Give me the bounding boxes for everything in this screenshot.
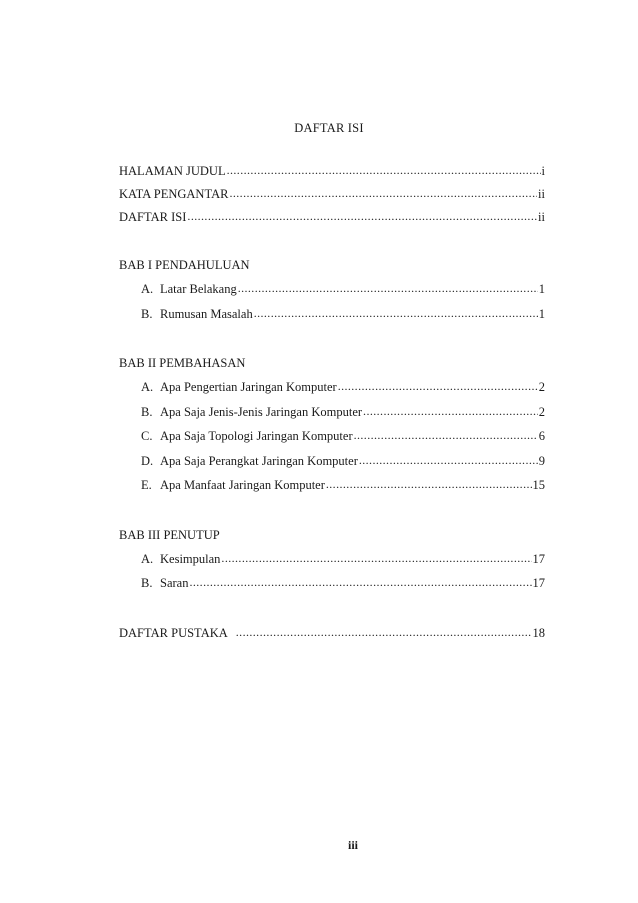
item-letter: B. (141, 576, 153, 590)
spacer (119, 229, 545, 254)
dot-leader (229, 182, 537, 205)
toc-entry-kata-pengantar (119, 183, 545, 206)
toc-entry-page: 2 (538, 380, 545, 394)
toc-subentry (119, 473, 545, 498)
toc-subentry (119, 449, 545, 474)
item-title: Apa Saja Perangkat Jaringan Komputer (160, 453, 358, 468)
toc-entry-page: ii (538, 210, 545, 224)
toc-entry-label (141, 473, 325, 498)
toc-entry-label (141, 449, 358, 474)
item-letter: E. (141, 478, 152, 492)
item-title: Apa Pengertian Jaringan Komputer (160, 380, 337, 394)
dot-leader (236, 621, 532, 644)
toc-entry-halaman-judul (119, 160, 545, 183)
toc-entry-label: KATA PENGANTAR (119, 187, 229, 201)
toc-subentry (119, 277, 545, 302)
dot-leader (363, 399, 538, 424)
toc-entry-label (141, 571, 188, 596)
toc-entry-page: ii (538, 187, 545, 201)
item-title: Rumusan Masalah (160, 306, 253, 321)
dot-leader (221, 546, 531, 571)
toc-entry-page: 17 (532, 576, 545, 590)
dot-leader (326, 472, 532, 497)
dot-leader (238, 276, 538, 301)
item-letter: C. (141, 429, 153, 443)
dot-leader (359, 448, 538, 473)
chapter-heading-bab-1: BAB I PENDAHULUAN (119, 258, 250, 272)
toc-entry-page: 17 (532, 551, 545, 566)
toc-subentry (119, 571, 545, 596)
toc-subentry (119, 400, 545, 425)
item-letter: A. (141, 551, 154, 566)
dot-leader (354, 423, 538, 448)
toc-entry-page: 18 (532, 625, 545, 640)
item-title: Latar Belakang (160, 282, 237, 296)
toc-entry-label (141, 400, 362, 425)
dot-leader (187, 205, 537, 228)
dot-leader (227, 159, 541, 182)
toc-entry-page: i (541, 164, 545, 178)
item-letter: D. (141, 453, 154, 468)
page-number: iii (347, 838, 358, 852)
toc-subentry (119, 547, 545, 572)
item-title: Apa Saja Jenis-Jenis Jaringan Komputer (160, 404, 363, 419)
toc-entry-label (141, 375, 337, 400)
spacer (119, 326, 545, 352)
dot-leader (254, 301, 538, 326)
toc-entry-page: 1 (538, 306, 545, 321)
item-title: Apa Manfaat Jaringan Komputer (160, 478, 325, 492)
toc-subentry (119, 375, 545, 400)
toc-entry-label (141, 277, 237, 302)
chapter-heading-bab-3: BAB III PENUTUP (119, 527, 220, 542)
item-letter: A. (141, 282, 154, 296)
toc-entry-label: DAFTAR ISI (119, 210, 187, 224)
item-letter: B. (141, 306, 153, 321)
spacer (119, 596, 545, 622)
toc-entry-page: 1 (538, 282, 545, 296)
toc-entry-page: 2 (538, 404, 545, 419)
toc-entry-label: HALAMAN JUDUL (119, 164, 226, 178)
toc-entry-page: 9 (538, 453, 545, 468)
item-letter: A. (141, 380, 154, 394)
toc-entry-page: 15 (532, 478, 545, 492)
page-title: DAFTAR ISI (294, 121, 364, 135)
dot-leader (338, 374, 538, 399)
toc-entry-daftar-isi (119, 206, 545, 229)
chapter-heading-bab-2: BAB II PEMBAHASAN (119, 356, 246, 370)
toc-entry-daftar-pustaka (119, 622, 545, 645)
toc-subentry (119, 302, 545, 327)
toc-entry-label: DAFTAR PUSTAKA (119, 625, 228, 640)
dot-leader (189, 570, 531, 595)
toc-entry-label (141, 547, 220, 572)
toc-subentry (119, 424, 545, 449)
toc-entry-label (141, 302, 253, 327)
item-title: Kesimpulan (160, 551, 221, 566)
item-title: Saran (160, 576, 189, 590)
table-of-contents (119, 160, 545, 645)
spacer (119, 498, 545, 524)
toc-entry-label (141, 424, 353, 449)
item-letter: B. (141, 404, 153, 419)
item-title: Apa Saja Topologi Jaringan Komputer (160, 429, 353, 443)
toc-entry-page: 6 (538, 429, 545, 443)
